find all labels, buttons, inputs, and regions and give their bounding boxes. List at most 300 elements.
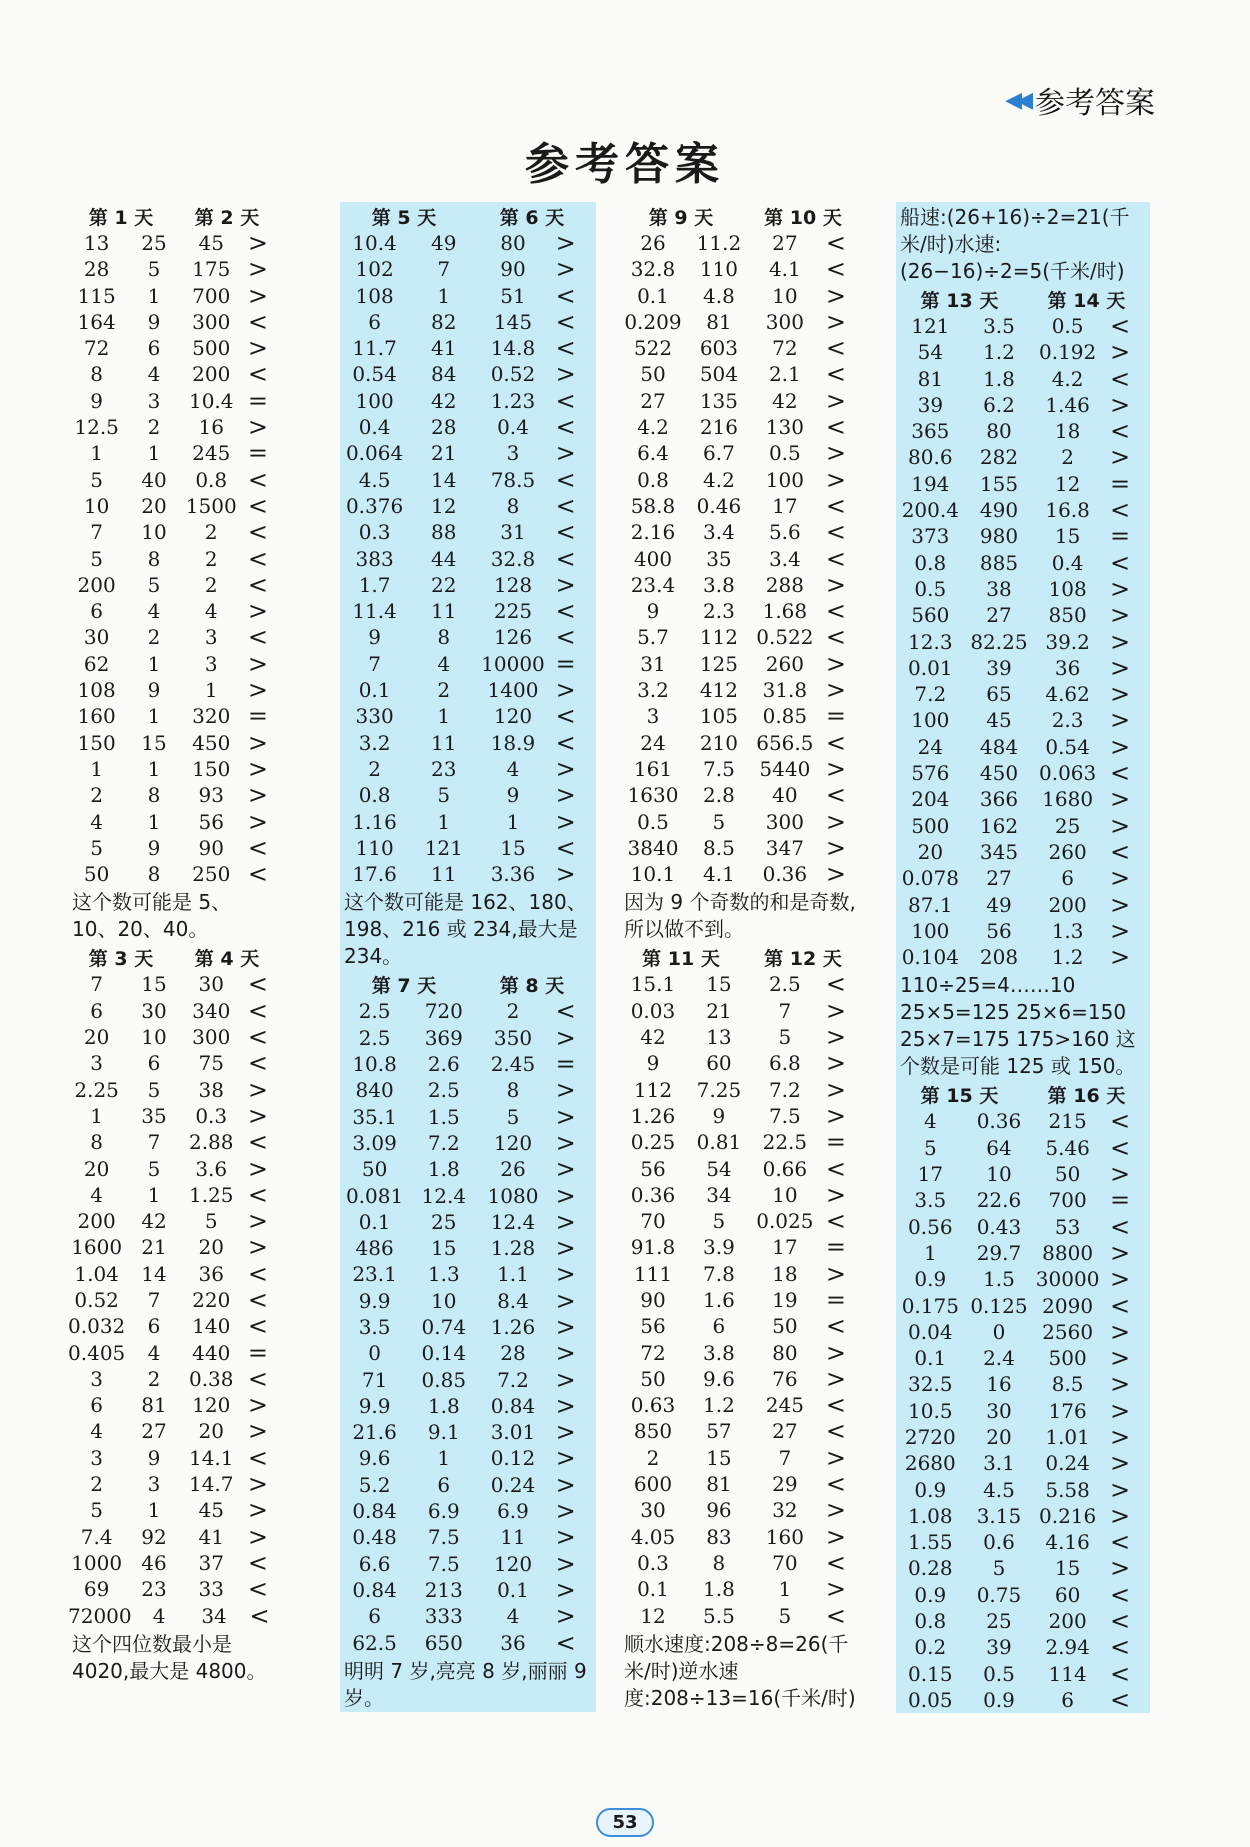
answer-row: [340, 1314, 596, 1340]
answer-value: 15: [1054, 1556, 1081, 1581]
answer-value: 450: [192, 730, 231, 755]
answer-value: 0.1: [637, 283, 669, 308]
answer-row: [620, 598, 864, 624]
answer-row: [340, 1209, 596, 1235]
comparison-sign: >: [1109, 1317, 1131, 1346]
answer-row: [620, 703, 864, 729]
answer-row: [340, 756, 596, 782]
answer-row: [620, 624, 864, 650]
answer-value: 10: [772, 283, 798, 308]
comparison-sign: >: [825, 1496, 846, 1525]
answer-row: [68, 598, 280, 624]
comparison-sign: <: [1109, 1659, 1131, 1688]
day-headers: [896, 285, 1150, 313]
comparison-sign: >: [555, 1575, 576, 1604]
comparison-sign: >: [1109, 732, 1131, 761]
answer-value: 20: [198, 1419, 224, 1444]
answer-value: 50: [83, 862, 110, 887]
answer-value: 56: [640, 1314, 666, 1339]
answer-row: [896, 1108, 1150, 1134]
answer-value: 1: [147, 651, 161, 676]
answer-value: 100: [765, 467, 804, 492]
answer-value: 1: [147, 1182, 161, 1207]
answer-value: 130: [765, 415, 804, 440]
answer-value: 125: [699, 651, 738, 676]
answer-value: 0.25: [630, 1130, 676, 1155]
answer-value: 30000: [1035, 1267, 1100, 1292]
answer-row: [68, 1208, 280, 1234]
answer-value: 6: [147, 1314, 161, 1339]
answer-row: [896, 418, 1150, 444]
answer-value: 1.26: [630, 1103, 676, 1128]
answer-value: 87.1: [908, 892, 953, 917]
answer-row: [68, 730, 280, 756]
answer-value: 69: [83, 1577, 110, 1602]
answer-value: 216: [699, 415, 738, 440]
answer-value: 2.3: [1051, 708, 1084, 733]
answer-value: 28: [500, 1341, 526, 1366]
answer-value: 84: [431, 362, 457, 387]
answer-value: 14.8: [490, 336, 536, 361]
answer-value: 29.7: [976, 1240, 1022, 1265]
answer-value: 9.9: [358, 1288, 391, 1313]
answer-value: 30: [986, 1398, 1012, 1423]
answer-value: 5: [712, 809, 726, 834]
answer-value: 576: [911, 761, 950, 786]
answer-value: 21.6: [352, 1420, 397, 1445]
answer-value: 4.2: [1051, 366, 1084, 391]
comparison-sign: >: [825, 1180, 846, 1209]
answer-value: 6: [1061, 866, 1074, 891]
answer-value: 194: [911, 471, 950, 496]
answer-value: 27: [640, 388, 666, 413]
answer-value: 210: [699, 730, 738, 755]
answer-value: 7.2: [497, 1367, 529, 1392]
answer-row: [340, 335, 596, 361]
answer-row: [896, 1529, 1150, 1555]
answer-value: 10: [83, 493, 110, 518]
answer-value: 50: [772, 1314, 798, 1339]
answer-row: [896, 1687, 1150, 1713]
day-headers: [68, 202, 280, 230]
answer-row: [68, 835, 280, 861]
day-heading: 第 4 天: [194, 948, 260, 971]
answer-row: [896, 1214, 1150, 1240]
answer-value: 10: [141, 1025, 167, 1050]
answer-value: 0.063: [1038, 761, 1097, 786]
answer-value: 6.9: [427, 1499, 460, 1524]
answer-value: 76: [772, 1366, 798, 1391]
comparison-sign: >: [1109, 1449, 1131, 1478]
answer-row: [620, 388, 864, 414]
comparison-sign: >: [825, 833, 846, 862]
answer-row: [340, 1183, 596, 1209]
comparison-sign: >: [555, 1207, 576, 1236]
answer-value: 15: [706, 972, 732, 997]
answer-value: 42: [141, 1209, 167, 1234]
answer-value: 12: [1054, 471, 1081, 496]
answer-value: 2.6: [427, 1052, 460, 1077]
answer-value: 90: [198, 835, 224, 860]
answer-value: 25: [986, 1609, 1012, 1634]
answer-value: 350: [493, 1025, 533, 1050]
answer-value: 27: [141, 1419, 167, 1444]
comparison-sign: >: [555, 1076, 576, 1105]
answer-value: 5.2: [358, 1472, 391, 1497]
answer-value: 0.24: [1045, 1451, 1090, 1476]
answer-value: 41: [431, 336, 457, 361]
answer-value: 650: [424, 1630, 463, 1655]
answer-value: 34: [706, 1182, 732, 1207]
answer-value: 7.25: [696, 1077, 742, 1102]
answer-value: 6: [712, 1314, 726, 1339]
answer-value: 35.1: [352, 1104, 397, 1129]
answer-value: 365: [911, 419, 950, 444]
answer-value: 4.2: [637, 415, 669, 440]
answer-value: 10.4: [188, 388, 234, 413]
answer-value: 1.55: [908, 1530, 953, 1555]
comparison-sign: <: [247, 544, 268, 573]
answer-value: 102: [355, 257, 394, 282]
comparison-sign: <: [825, 1548, 846, 1577]
comparison-sign: >: [555, 1339, 576, 1368]
answer-value: 155: [979, 471, 1019, 496]
answer-value: 64: [986, 1135, 1012, 1160]
answer-row: [68, 1050, 280, 1076]
answer-value: 0.1: [358, 1209, 391, 1234]
comparison-sign: >: [555, 1523, 576, 1552]
answer-value: 105: [699, 704, 738, 729]
answer-value: 4.8: [703, 283, 735, 308]
answer-value: 30: [141, 998, 167, 1023]
comparison-sign: =: [825, 702, 846, 731]
answer-value: 42: [772, 388, 798, 413]
answer-value: 51: [500, 283, 526, 308]
answer-value: 0.4: [358, 415, 391, 440]
answer-value: 10: [141, 520, 167, 545]
comparison-sign: <: [1109, 548, 1131, 577]
answer-value: 700: [192, 283, 231, 308]
answer-value: 39.2: [1045, 629, 1090, 654]
answer-row: [340, 414, 596, 440]
answer-value: 450: [979, 761, 1019, 786]
answer-value: 0.8: [914, 1609, 947, 1634]
answer-value: 25: [141, 231, 167, 255]
answer-value: 27: [772, 231, 798, 255]
comparison-sign: =: [825, 1233, 846, 1262]
answer-value: 91.8: [630, 1235, 676, 1260]
answer-value: 1630: [627, 783, 679, 808]
answer-value: 3.6: [195, 1156, 228, 1181]
comparison-sign: <: [247, 465, 268, 494]
answer-value: 30: [640, 1498, 666, 1523]
answer-value: 0.84: [352, 1577, 397, 1602]
answer-value: 1: [147, 283, 161, 308]
answer-row: [896, 576, 1150, 602]
answer-value: 3: [204, 625, 218, 650]
comparison-sign: >: [555, 1181, 576, 1210]
answer-row: [620, 677, 864, 703]
answer-value: 3.1: [983, 1451, 1015, 1476]
answer-value: 12.4: [421, 1183, 467, 1208]
answer-value: 1.8: [983, 366, 1015, 391]
answer-value: 175: [192, 257, 231, 282]
answer-value: 0.52: [74, 1287, 119, 1312]
answer-value: 8: [506, 493, 520, 518]
page-number-badge: [0, 1808, 1250, 1837]
day-heading: 第 10 天: [764, 207, 842, 229]
answer-value: 17: [772, 1235, 798, 1260]
answer-row: [68, 1156, 280, 1182]
answer-value: 2: [437, 678, 451, 703]
answer-value: 6: [368, 309, 381, 334]
answer-value: 0.85: [762, 704, 808, 729]
comparison-sign: >: [555, 1497, 576, 1526]
comparison-sign: >: [555, 1418, 576, 1447]
comparison-sign: =: [247, 386, 268, 415]
answer-value: 3: [204, 651, 218, 676]
day-heading: 第 9 天: [648, 207, 714, 229]
comparison-sign: >: [247, 754, 268, 783]
answer-value: 6: [437, 1472, 451, 1497]
answer-value: 0.1: [497, 1577, 529, 1602]
answer-value: 0.8: [358, 783, 391, 808]
answer-value: 9: [712, 1103, 726, 1128]
comparison-sign: >: [825, 676, 846, 705]
comparison-sign: =: [825, 1128, 846, 1157]
answer-column-3: [620, 202, 864, 1712]
answer-value: 8: [712, 1550, 726, 1575]
answer-value: 50: [640, 1366, 666, 1391]
answer-value: 3.9: [703, 1235, 735, 1260]
answer-value: 9: [646, 1051, 660, 1076]
day-heading: 第 7 天: [371, 975, 437, 998]
comparison-sign: >: [1109, 601, 1131, 630]
answer-value: 90: [640, 1287, 666, 1312]
answer-value: 500: [1048, 1346, 1087, 1371]
answer-value: 28: [431, 415, 457, 440]
comparison-sign: >: [1109, 1554, 1131, 1583]
answer-value: 490: [979, 498, 1019, 523]
answer-value: 16: [198, 415, 224, 440]
answer-value: 1.46: [1045, 392, 1090, 417]
comparison-sign: <: [555, 833, 576, 862]
answer-value: 1.04: [74, 1261, 119, 1286]
answer-value: 1.28: [490, 1236, 536, 1261]
answer-value: 7: [147, 1287, 161, 1312]
answer-value: 1.23: [490, 388, 536, 413]
answer-value: 0.175: [901, 1293, 959, 1318]
answer-value: 100: [911, 918, 950, 943]
answer-note: 明明 7 岁,亮亮 8 岁,丽丽 9 岁。: [344, 1658, 587, 1710]
answer-value: 20: [986, 1424, 1012, 1449]
answer-value: 282: [979, 445, 1019, 470]
answer-value: 17: [917, 1162, 944, 1187]
answer-row: [68, 971, 280, 997]
comparison-sign: >: [1109, 443, 1131, 472]
comparison-sign: =: [247, 439, 268, 468]
answer-value: 5: [90, 1498, 104, 1523]
answer-row: [340, 598, 596, 624]
answer-value: 1500: [185, 493, 237, 518]
answer-row: [896, 1371, 1150, 1397]
answer-value: 80: [772, 1340, 798, 1365]
answer-row: [620, 361, 864, 387]
answer-value: 1: [147, 704, 161, 729]
answer-value: 70: [772, 1550, 798, 1575]
comparison-sign: <: [1109, 364, 1131, 393]
answer-value: 200: [192, 362, 231, 387]
answer-value: 11: [500, 1525, 526, 1550]
comparison-sign: >: [825, 996, 846, 1025]
comparison-sign: >: [1109, 680, 1131, 709]
answer-row: [620, 782, 864, 808]
comparison-sign: <: [247, 1364, 268, 1393]
answer-value: 62: [83, 651, 110, 676]
answer-value: 0.28: [908, 1556, 953, 1581]
answer-value: 3.2: [358, 730, 391, 755]
comparison-sign: <: [247, 623, 268, 652]
answer-value: 3.8: [703, 1340, 735, 1365]
comparison-sign: <: [555, 465, 576, 494]
comparison-sign: >: [247, 649, 268, 678]
answer-value: 440: [192, 1340, 231, 1365]
answer-value: 2.45: [490, 1052, 536, 1077]
answer-value: 112: [699, 625, 738, 650]
comparison-sign: >: [825, 465, 846, 494]
answer-value: 1080: [487, 1183, 539, 1208]
answer-value: 3: [90, 1051, 104, 1076]
answer-row: [896, 444, 1150, 470]
answer-value: 1.2: [703, 1393, 735, 1418]
comparison-sign: <: [247, 833, 268, 862]
answer-value: 0.54: [352, 362, 397, 387]
page-title: 参考答案: [525, 139, 725, 190]
comparison-sign: <: [555, 997, 576, 1026]
answer-value: 115: [77, 283, 116, 308]
answer-value: 2.5: [768, 972, 801, 997]
answer-value: 0.66: [762, 1156, 808, 1181]
answer-row: [620, 730, 864, 756]
answer-value: 19: [772, 1287, 798, 1312]
answer-value: 41: [198, 1524, 224, 1549]
answer-value: 24: [917, 734, 944, 759]
comparison-sign: =: [1109, 469, 1131, 498]
answer-value: 0.081: [345, 1183, 404, 1208]
answer-value: 18: [772, 1261, 798, 1286]
answer-value: 7: [90, 520, 104, 545]
answer-row: [340, 1630, 596, 1656]
answer-row: [340, 572, 596, 598]
answer-value: 484: [979, 734, 1019, 759]
answer-value: 1.16: [352, 809, 397, 834]
comparison-sign: <: [247, 970, 268, 999]
comparison-sign: <: [555, 413, 576, 442]
comparison-sign: >: [1109, 785, 1131, 814]
answer-value: 31.8: [762, 678, 808, 703]
day-headers: [340, 970, 596, 998]
comparison-sign: =: [555, 649, 576, 678]
answer-row: [620, 1287, 864, 1313]
answer-value: 2.1: [768, 362, 801, 387]
answer-value: 0.12: [490, 1446, 536, 1471]
answer-value: 1: [778, 1577, 792, 1602]
answer-value: 0.36: [976, 1109, 1022, 1134]
answer-row: [620, 1129, 864, 1155]
answer-value: 10: [431, 1288, 457, 1313]
answer-value: 35: [141, 1103, 167, 1128]
answer-row: [68, 309, 280, 335]
answer-value: 0.2: [914, 1635, 947, 1660]
answer-value: 40: [772, 783, 798, 808]
answer-value: 7: [147, 1130, 161, 1155]
answer-value: 4: [147, 599, 161, 624]
double-chevron-left-icon: ◀◀: [1005, 87, 1027, 113]
answer-value: 31: [500, 520, 526, 545]
answer-row: [68, 1497, 280, 1523]
comparison-sign: >: [555, 1391, 576, 1420]
answer-value: 2.5: [427, 1078, 460, 1103]
answer-value: 5: [90, 546, 104, 571]
answer-value: 9: [506, 783, 520, 808]
answer-value: 0.8: [637, 467, 669, 492]
answer-value: 0.3: [195, 1103, 228, 1128]
answer-row: [896, 497, 1150, 523]
answer-value: 38: [986, 576, 1012, 601]
comparison-sign: >: [1109, 706, 1131, 735]
comparison-sign: <: [247, 1312, 268, 1341]
comparison-sign: >: [1109, 943, 1131, 972]
comparison-sign: <: [1109, 1580, 1131, 1609]
answer-row: [340, 809, 596, 835]
day-headers: [620, 943, 864, 971]
answer-value: 44: [431, 546, 457, 571]
answer-row: [620, 756, 864, 782]
page-number: 53: [596, 1808, 653, 1837]
answer-value: 600: [633, 1472, 673, 1497]
answer-value: 5: [90, 467, 104, 492]
answer-value: 10.4: [352, 231, 397, 255]
answer-value: 39: [917, 392, 944, 417]
comparison-sign: >: [555, 754, 576, 783]
answer-value: 0.48: [352, 1525, 397, 1550]
answer-row: [896, 1266, 1150, 1292]
comparison-sign: >: [825, 1049, 846, 1078]
answer-value: 340: [192, 998, 231, 1023]
answer-value: 54: [706, 1156, 732, 1181]
answer-row: [340, 1025, 596, 1051]
answer-value: 1: [90, 756, 104, 781]
comparison-sign: >: [1109, 653, 1131, 682]
answer-value: 13: [83, 231, 110, 255]
answer-value: 26: [500, 1157, 526, 1182]
answer-value: 9: [368, 625, 381, 650]
answer-row: [68, 388, 280, 414]
answer-value: 14: [141, 1261, 167, 1286]
answer-value: 6: [368, 1604, 381, 1629]
comparison-sign: <: [247, 860, 268, 889]
answer-value: 8: [506, 1078, 520, 1103]
answer-row: [68, 809, 280, 835]
answer-value: 5: [204, 1209, 218, 1234]
answer-value: 49: [986, 892, 1012, 917]
answer-value: 260: [765, 651, 804, 676]
answer-row: [620, 1445, 864, 1471]
answer-row: [340, 782, 596, 808]
answer-value: 80: [500, 231, 526, 255]
answer-value: 81: [141, 1393, 167, 1418]
answer-value: 8: [147, 862, 161, 887]
